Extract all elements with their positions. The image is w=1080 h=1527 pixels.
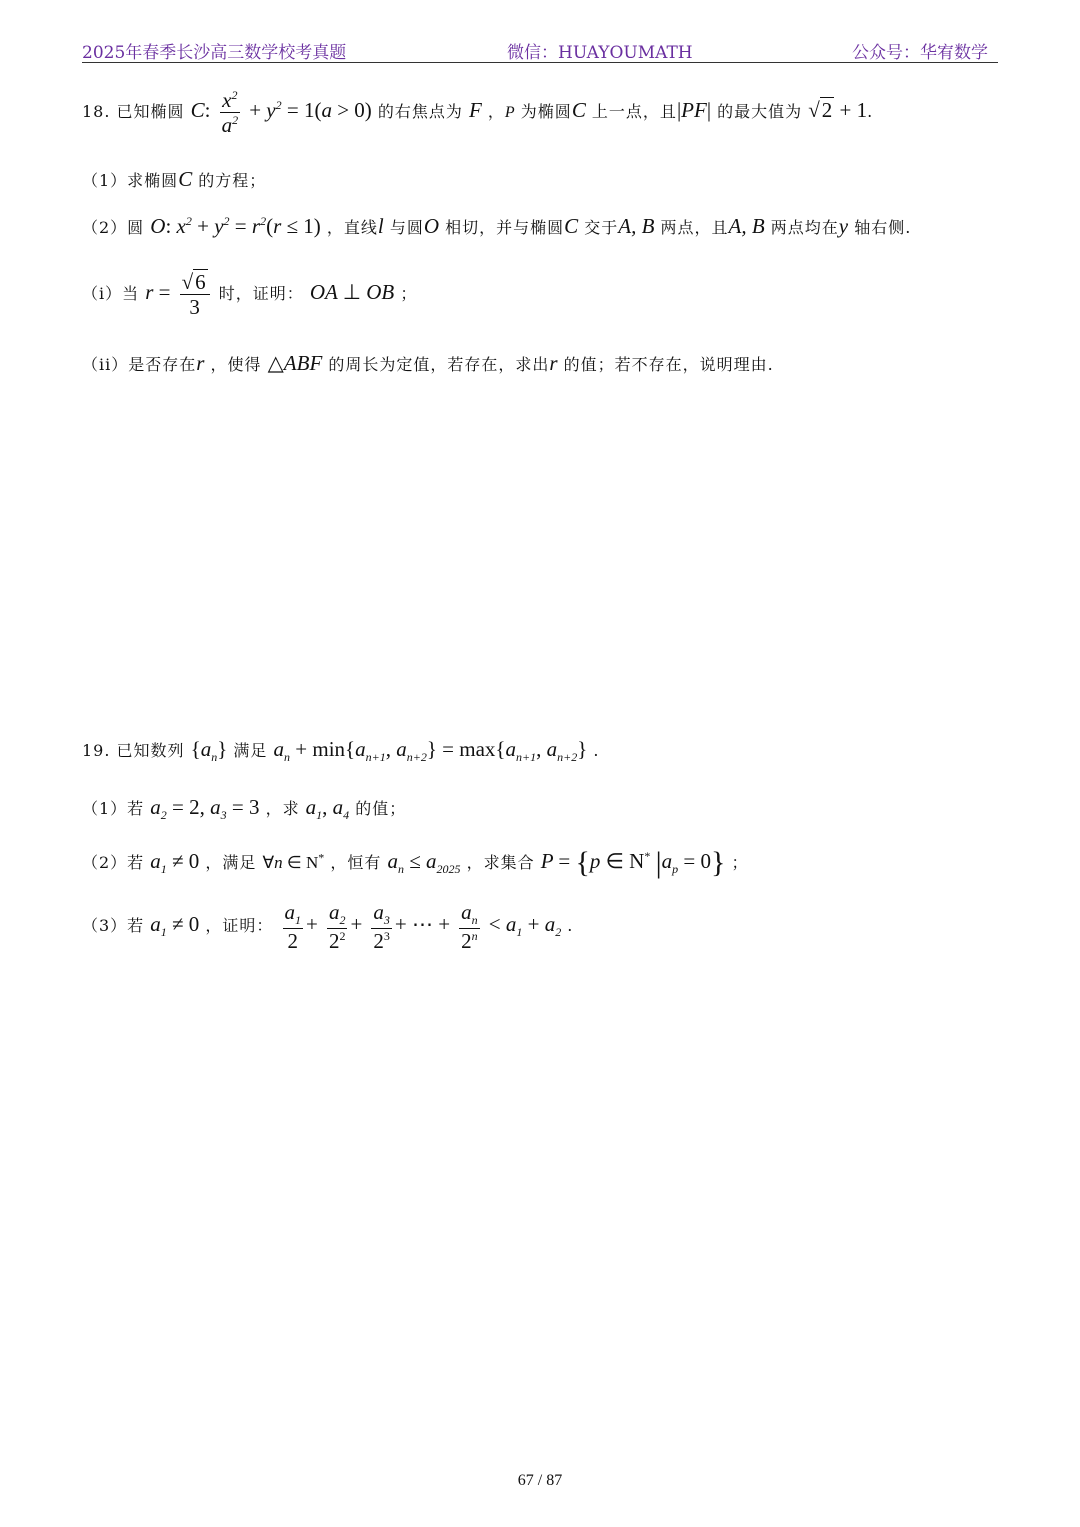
header-wechat: 微信：HUAYOUMATH [507,43,693,63]
q19-part1: （1）若 $a_2 = 2$, $a_3 = 3$ ，求 $a_1$, $a_4$ 的值； [82,795,407,823]
q18-prefix: 18. 已知椭圆 [82,102,185,122]
q19-part3: （3）若 $a_1 \ne 0$ ，证明： $\frac{a_1}{2}$ + $\frac{a_2}{2^2}$ + $\frac{a_3}{2^3}$ + ⋯ + $\frac{a_n}{2^n}$ < $a_1 + a_2$ . [82,900,574,953]
page-header [82,38,998,63]
q18-part-i: （i）当 r = $\frac{√6}{3}$ 时，证明： OA ⊥ OB ； [82,270,418,320]
q19-part2: （2）若 $a_1 \ne 0$ ，满足 ∀n ∈ N* ，恒有 $a_n \le a_{2025}$ ，求集合 P = {p ∈ N* $|a_p = 0$} ； [82,846,749,879]
page-number: 67 / 87 [517,1472,563,1489]
q18-part2: （2）圆 O: $x^2 + y^2 = r^2(r \le 1)$ ，直线l 与圆O 相切，并与椭圆C 交于A, B 两点，且A, B 两点均在y 轴右侧. [82,214,912,238]
q19-stem: 19. 已知数列 $\{a_n\}$ 满足 $a_n + \min\{a_{n+1}$, $a_{n+2}\} = \max\{a_{n+1}$, $a_{n+2}$} . [82,737,600,765]
header-title: 2025年春季长沙高三数学校考真题 [82,43,347,63]
q18-part1: （1）求椭圆C 的方程； [82,167,267,191]
header-account: 公众号：华宥数学 [852,43,988,63]
q18-stem: 18. 已知椭圆 C: $\frac{x^2}{a^2}$ + $y^2 = 1(a > 0)$ 的右焦点为 F ，P 为椭圆C 上一点，且|PF| 的最大值为 √2 + 1. [82,88,874,138]
q18-part-ii: （ii）是否存在r ，使得 △ABF 的周长为定值，若存在，求出r 的值；若不存在，说明理由. [82,351,774,375]
